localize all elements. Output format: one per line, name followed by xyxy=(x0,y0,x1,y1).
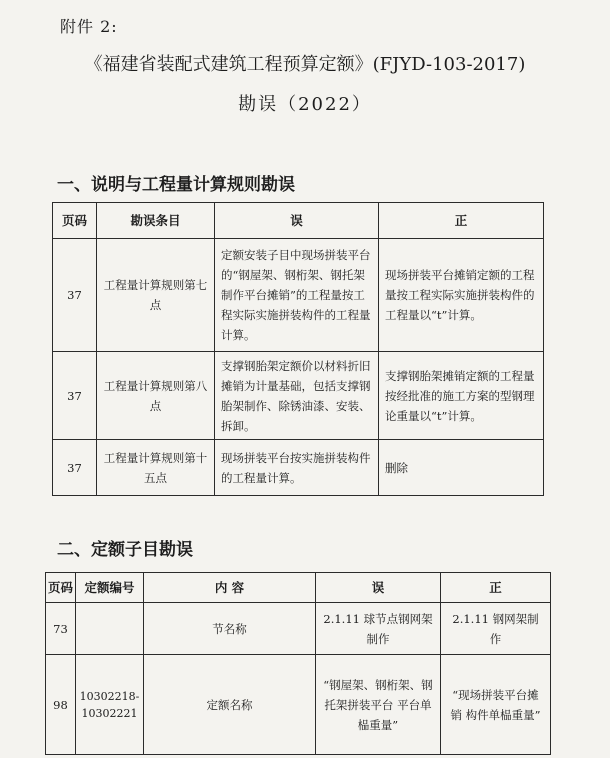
row-page: 37 xyxy=(53,352,97,440)
table-header-row xyxy=(46,573,551,603)
row-right: 支撑钢胎架摊销定额的工程量按经批准的施工方案的型钢理论重量以“t”计算。 xyxy=(379,352,544,440)
table-row xyxy=(53,239,544,352)
row-wrong: 2.1.11 球节点钢网架制作 xyxy=(316,603,441,655)
row-wrong: 定额安装子目中现场拼装平台的“钢屋架、钢桁架、钢托架制作平台摊销”的工程量按工程实际实施拼装构件的工程量计算。 xyxy=(215,239,379,352)
header-page: 页码 xyxy=(46,573,76,603)
header-wrong: 误 xyxy=(316,573,441,603)
row-right: 2.1.11 钢网架制作 xyxy=(441,603,551,655)
row-item: 工程量计算规则第十五点 xyxy=(97,440,215,496)
header-right: 正 xyxy=(441,573,551,603)
header-item: 勘误条目 xyxy=(97,203,215,239)
header-page: 页码 xyxy=(53,203,97,239)
header-right: 正 xyxy=(379,203,544,239)
row-page: 37 xyxy=(53,440,97,496)
table-row xyxy=(53,440,544,496)
row-item: 工程量计算规则第八点 xyxy=(97,352,215,440)
row-right: 删除 xyxy=(379,440,544,496)
table-row xyxy=(46,603,551,655)
row-code: 10302218-10302221 xyxy=(76,655,144,755)
header-code: 定额编号 xyxy=(76,573,144,603)
table-header-row xyxy=(53,203,544,239)
rules-errata-table xyxy=(52,202,544,496)
row-code xyxy=(76,603,144,655)
attachment-label: 附件 2: xyxy=(60,17,118,36)
row-right: “现场拼装平台摊销 构件单榀重量” xyxy=(441,655,551,755)
header-content: 内 容 xyxy=(144,573,316,603)
row-content: 定额名称 xyxy=(144,655,316,755)
row-page: 37 xyxy=(53,239,97,352)
table-row xyxy=(53,352,544,440)
row-wrong: “钢屋架、钢桁架、钢托架拼装平台 平台单榀重量” xyxy=(316,655,441,755)
table-row xyxy=(46,655,551,755)
row-wrong: 现场拼装平台按实施拼装构件的工程量计算。 xyxy=(215,440,379,496)
row-right: 现场拼装平台摊销定额的工程量按工程实际实施拼装构件的工程量以“t”计算。 xyxy=(379,239,544,352)
quota-errata-table xyxy=(45,572,551,755)
row-page: 98 xyxy=(46,655,76,755)
row-item: 工程量计算规则第七点 xyxy=(97,239,215,352)
row-page: 73 xyxy=(46,603,76,655)
section1-heading: 一、说明与工程量计算规则勘误 xyxy=(57,175,295,195)
header-wrong: 误 xyxy=(215,203,379,239)
section2-heading: 二、定额子目勘误 xyxy=(57,540,193,560)
document-subtitle: 勘误（2022） xyxy=(238,94,372,115)
row-content: 节名称 xyxy=(144,603,316,655)
document-title: 《福建省装配式建筑工程预算定额》(FJYD-103-2017) xyxy=(84,54,526,75)
row-wrong: 支撑钢胎架定额价以材料折旧摊销为计量基础，包括支撑钢胎架制作、除锈油漆、安装、拆卸。 xyxy=(215,352,379,440)
